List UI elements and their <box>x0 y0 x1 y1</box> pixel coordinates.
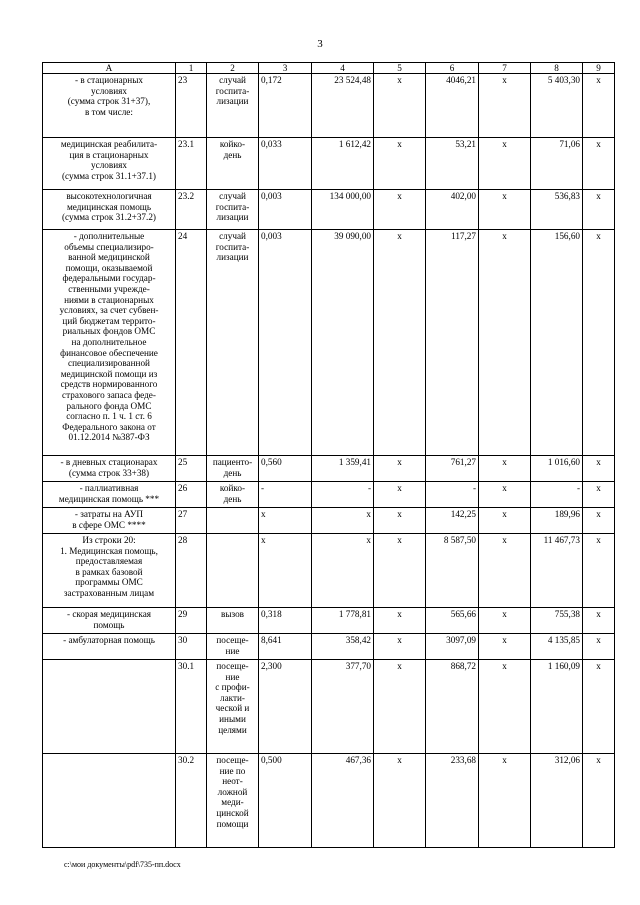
unit-line: вызов <box>220 609 245 619</box>
unit-line: случай <box>219 231 246 241</box>
value-cell-col-4: 1 778,81 <box>312 608 374 634</box>
row-number-cell: 25 <box>176 456 207 482</box>
table-row <box>43 190 615 230</box>
unit-line: ложной <box>217 786 248 797</box>
value-cell-col-7: х <box>479 754 531 848</box>
unit-line: госпита- <box>215 201 250 212</box>
column-header: 8 <box>531 63 583 74</box>
value-cell-col-8: 1 160,09 <box>531 660 583 754</box>
value-cell-col-9: х <box>583 74 615 138</box>
value-cell-col-8: 71,06 <box>531 138 583 190</box>
value-cell-col-4: 23 524,48 <box>312 74 374 138</box>
value-cell-col-7: х <box>479 634 531 660</box>
value-cell-col-4: х <box>312 534 374 608</box>
value-cell-col-6: 402,00 <box>426 190 479 230</box>
unit-line: ние <box>225 645 240 656</box>
row-label-line: - скорая медицинская <box>66 609 152 619</box>
value-cell-col-8: 312,06 <box>531 754 583 848</box>
value-cell-col-5: х <box>374 456 426 482</box>
unit-cell <box>207 608 259 634</box>
row-label-line: - в дневных стационарах <box>60 457 158 467</box>
row-label-cell <box>43 608 176 634</box>
table-row <box>43 482 615 508</box>
unit-cell <box>207 660 259 754</box>
value-cell-col-3: 0,500 <box>259 754 312 848</box>
value-cell-col-7: х <box>479 660 531 754</box>
file-path-footer: c:\мои документы\pdf\735-пп.docx <box>64 860 181 869</box>
row-number-cell: 23 <box>176 74 207 138</box>
value-cell-col-5: х <box>374 508 426 534</box>
value-cell-col-7: х <box>479 230 531 456</box>
unit-line: целями <box>218 724 247 735</box>
value-cell-col-7: х <box>479 482 531 508</box>
value-cell-col-9: х <box>583 456 615 482</box>
row-number-cell: 30.1 <box>176 660 207 754</box>
value-cell-col-8: 4 135,85 <box>531 634 583 660</box>
row-label-line: ванной медицинской <box>68 252 150 263</box>
value-cell-col-9: х <box>583 508 615 534</box>
value-cell-col-6: 4046,21 <box>426 74 479 138</box>
row-label-line: 01.12.2014 №387-ФЗ <box>68 432 150 443</box>
row-label-line: условиях <box>91 85 127 96</box>
table-row <box>43 230 615 456</box>
table-row <box>43 534 615 608</box>
row-label-line: федеральными государ- <box>62 273 156 284</box>
table-row <box>43 634 615 660</box>
value-cell-col-5: х <box>374 482 426 508</box>
column-header: А <box>43 63 176 74</box>
unit-line: посеще- <box>216 661 249 671</box>
value-cell-col-3: 2,300 <box>259 660 312 754</box>
row-label-line: медицинской помощи из <box>60 368 158 379</box>
table-row <box>43 660 615 754</box>
value-cell-col-3: - <box>259 482 312 508</box>
row-label-line: риальных фондов ОМС <box>62 326 156 337</box>
value-cell-col-8: 11 467,73 <box>531 534 583 608</box>
value-cell-col-5: х <box>374 534 426 608</box>
row-number-cell: 28 <box>176 534 207 608</box>
column-header: 2 <box>207 63 259 74</box>
row-label-line: высокотехнологичная <box>66 191 152 201</box>
row-label-line: - амбулаторная помощь <box>63 635 155 645</box>
value-cell-col-9: х <box>583 138 615 190</box>
value-cell-col-6: 761,27 <box>426 456 479 482</box>
value-cell-col-5: х <box>374 754 426 848</box>
value-cell-col-3: 0,172 <box>259 74 312 138</box>
row-label-cell <box>43 534 176 608</box>
value-cell-col-4: 358,42 <box>312 634 374 660</box>
unit-cell <box>207 456 259 482</box>
value-cell-col-6: 117,27 <box>426 230 479 456</box>
unit-line: лизации <box>216 96 249 107</box>
row-label-line: - паллиативная <box>79 483 139 493</box>
value-cell-col-4: 134 000,00 <box>312 190 374 230</box>
unit-cell <box>207 634 259 660</box>
value-cell-col-7: х <box>479 534 531 608</box>
unit-line: иными <box>219 713 246 724</box>
value-cell-col-8: 156,60 <box>531 230 583 456</box>
row-label-line: (сумма строк 31+37), <box>67 96 151 107</box>
unit-line: лакти- <box>220 692 245 703</box>
unit-line: меди- <box>221 797 244 808</box>
value-cell-col-3: х <box>259 508 312 534</box>
row-label-cell <box>43 660 176 754</box>
table-row <box>43 508 615 534</box>
unit-line: койко- <box>219 483 246 493</box>
row-label-line: объемы специализиро- <box>64 241 154 252</box>
unit-cell <box>207 230 259 456</box>
column-header: 7 <box>479 63 531 74</box>
value-cell-col-9: х <box>583 190 615 230</box>
table-row <box>43 608 615 634</box>
value-cell-col-3: 0,033 <box>259 138 312 190</box>
value-cell-col-3: 0,003 <box>259 190 312 230</box>
value-cell-col-6: 233,68 <box>426 754 479 848</box>
value-cell-col-6: 142,25 <box>426 508 479 534</box>
value-cell-col-6: - <box>426 482 479 508</box>
row-label-line: в том числе: <box>85 106 133 117</box>
row-label-line: застрахованным лицам <box>63 587 155 598</box>
column-header: 5 <box>374 63 426 74</box>
row-label-line: на дополнительное <box>71 336 147 347</box>
value-cell-col-6: 3097,09 <box>426 634 479 660</box>
row-label-line: страхового запаса феде- <box>62 389 156 400</box>
row-label-line: Из строки 20: <box>82 535 136 545</box>
column-header: 4 <box>312 63 374 74</box>
row-label-cell <box>43 754 176 848</box>
row-label-line: медицинская помощь <box>66 201 152 212</box>
value-cell-col-6: 53,21 <box>426 138 479 190</box>
column-header: 1 <box>176 63 207 74</box>
header-row <box>43 63 615 74</box>
value-cell-col-4: 1 359,41 <box>312 456 374 482</box>
row-label-line: медицинская помощь *** <box>58 493 160 504</box>
unit-line: пациенто- <box>212 457 253 467</box>
unit-line: ние <box>225 671 240 682</box>
table-header <box>43 63 615 74</box>
value-cell-col-5: х <box>374 634 426 660</box>
value-cell-col-3: х <box>259 534 312 608</box>
row-number-cell: 30.2 <box>176 754 207 848</box>
value-cell-col-5: х <box>374 660 426 754</box>
unit-line: ческой и <box>215 703 250 714</box>
value-cell-col-7: х <box>479 508 531 534</box>
row-label-line: помощи, оказываемой <box>65 262 153 273</box>
row-label-line: 1. Медицинская помощь, <box>60 545 158 556</box>
value-cell-col-8: 189,96 <box>531 508 583 534</box>
row-label-line: условиях <box>91 160 127 171</box>
data-table <box>42 62 615 848</box>
row-label-line: ций бюджетам террито- <box>62 315 156 326</box>
value-cell-col-8: 1 016,60 <box>531 456 583 482</box>
value-cell-col-4: 377,70 <box>312 660 374 754</box>
value-cell-col-4: 39 090,00 <box>312 230 374 456</box>
row-label-line: - затраты на АУП <box>74 509 144 519</box>
unit-cell <box>207 190 259 230</box>
value-cell-col-7: х <box>479 138 531 190</box>
value-cell-col-6: 565,66 <box>426 608 479 634</box>
unit-line: день <box>223 467 242 478</box>
value-cell-col-9: х <box>583 634 615 660</box>
value-cell-col-5: х <box>374 230 426 456</box>
value-cell-col-9: х <box>583 754 615 848</box>
row-label-line: медицинская реабилита- <box>60 139 158 149</box>
unit-line: случай <box>219 75 246 85</box>
value-cell-col-9: х <box>583 230 615 456</box>
table-row <box>43 74 615 138</box>
table-body <box>43 74 615 848</box>
value-cell-col-5: х <box>374 190 426 230</box>
value-cell-col-9: х <box>583 482 615 508</box>
value-cell-col-4: - <box>312 482 374 508</box>
row-label-line: (сумма строк 31.1+37.1) <box>62 170 156 181</box>
unit-cell <box>207 138 259 190</box>
unit-line: помощи <box>216 818 249 829</box>
row-label-line: Федерального закона от <box>62 421 156 432</box>
unit-line: койко- <box>219 139 246 149</box>
unit-line: неот- <box>222 776 243 787</box>
unit-line: случай <box>219 191 246 201</box>
row-label-line: (сумма строк 31.2+37.2) <box>62 212 156 223</box>
unit-cell <box>207 74 259 138</box>
unit-cell <box>207 508 259 534</box>
row-label-cell <box>43 74 176 138</box>
row-number-cell: 23.1 <box>176 138 207 190</box>
page-number: 3 <box>317 38 323 50</box>
row-label-line: помощь <box>93 619 125 630</box>
row-label-line: - в стационарных <box>75 75 143 85</box>
row-number-cell: 27 <box>176 508 207 534</box>
unit-line: ние по <box>219 765 246 776</box>
table-row <box>43 138 615 190</box>
value-cell-col-3: 0,318 <box>259 608 312 634</box>
unit-line: с профи- <box>215 682 250 693</box>
column-header: 9 <box>583 63 615 74</box>
value-cell-col-4: х <box>312 508 374 534</box>
row-label-line: программы ОМС <box>75 577 143 588</box>
row-label-line: согласно п. 1 ч. 1 ст. 6 <box>66 411 152 422</box>
value-cell-col-4: 467,36 <box>312 754 374 848</box>
row-number-cell: 26 <box>176 482 207 508</box>
value-cell-col-8: 755,38 <box>531 608 583 634</box>
row-label-line: ция в стационарных <box>69 149 149 160</box>
value-cell-col-8: - <box>531 482 583 508</box>
table-row <box>43 754 615 848</box>
row-label-line: в сфере ОМС **** <box>72 519 146 530</box>
row-label-cell <box>43 230 176 456</box>
row-label-line: финансовое обеспечение <box>60 347 158 358</box>
row-label-line: условиях, за счет субвен- <box>59 305 159 316</box>
unit-line: госпита- <box>215 241 250 252</box>
value-cell-col-8: 5 403,30 <box>531 74 583 138</box>
value-cell-col-6: 8 587,50 <box>426 534 479 608</box>
unit-line: госпита- <box>215 85 250 96</box>
unit-line: посеще- <box>216 635 249 645</box>
row-number-cell: 23.2 <box>176 190 207 230</box>
unit-line: день <box>223 493 242 504</box>
value-cell-col-7: х <box>479 74 531 138</box>
row-label-cell <box>43 138 176 190</box>
unit-line: лизации <box>216 252 249 263</box>
unit-line: посеще- <box>216 755 249 765</box>
row-label-cell <box>43 482 176 508</box>
column-header: 3 <box>259 63 312 74</box>
value-cell-col-5: х <box>374 608 426 634</box>
row-label-line: (сумма строк 33+38) <box>68 467 150 478</box>
value-cell-col-7: х <box>479 190 531 230</box>
row-label-cell <box>43 508 176 534</box>
row-label-line: средств нормированного <box>60 379 158 390</box>
row-label-cell <box>43 456 176 482</box>
row-label-line: ственными учрежде- <box>68 283 150 294</box>
row-label-cell <box>43 190 176 230</box>
value-cell-col-7: х <box>479 608 531 634</box>
row-label-line: ниями в стационарных <box>64 294 154 305</box>
value-cell-col-7: х <box>479 456 531 482</box>
row-label-line: предоставляемая <box>75 556 143 567</box>
row-label-line: - дополнительные <box>73 231 145 241</box>
row-label-cell <box>43 634 176 660</box>
value-cell-col-3: 0,003 <box>259 230 312 456</box>
unit-line: день <box>223 149 242 160</box>
value-cell-col-9: х <box>583 660 615 754</box>
value-cell-col-3: 8,641 <box>259 634 312 660</box>
value-cell-col-5: х <box>374 74 426 138</box>
value-cell-col-8: 536,83 <box>531 190 583 230</box>
row-label-line: в рамках базовой <box>75 566 143 577</box>
value-cell-col-3: 0,560 <box>259 456 312 482</box>
value-cell-col-6: 868,72 <box>426 660 479 754</box>
unit-line: цинской <box>216 807 249 818</box>
row-number-cell: 30 <box>176 634 207 660</box>
column-header: 6 <box>426 63 479 74</box>
value-cell-col-9: х <box>583 534 615 608</box>
unit-line: лизации <box>216 212 249 223</box>
row-number-cell: 29 <box>176 608 207 634</box>
unit-cell <box>207 754 259 848</box>
row-label-line: рального фонда ОМС <box>66 400 152 411</box>
table-row <box>43 456 615 482</box>
unit-cell <box>207 482 259 508</box>
row-number-cell: 24 <box>176 230 207 456</box>
value-cell-col-9: х <box>583 608 615 634</box>
value-cell-col-4: 1 612,42 <box>312 138 374 190</box>
value-cell-col-5: х <box>374 138 426 190</box>
unit-cell <box>207 534 259 608</box>
row-label-line: специализированной <box>68 358 150 369</box>
